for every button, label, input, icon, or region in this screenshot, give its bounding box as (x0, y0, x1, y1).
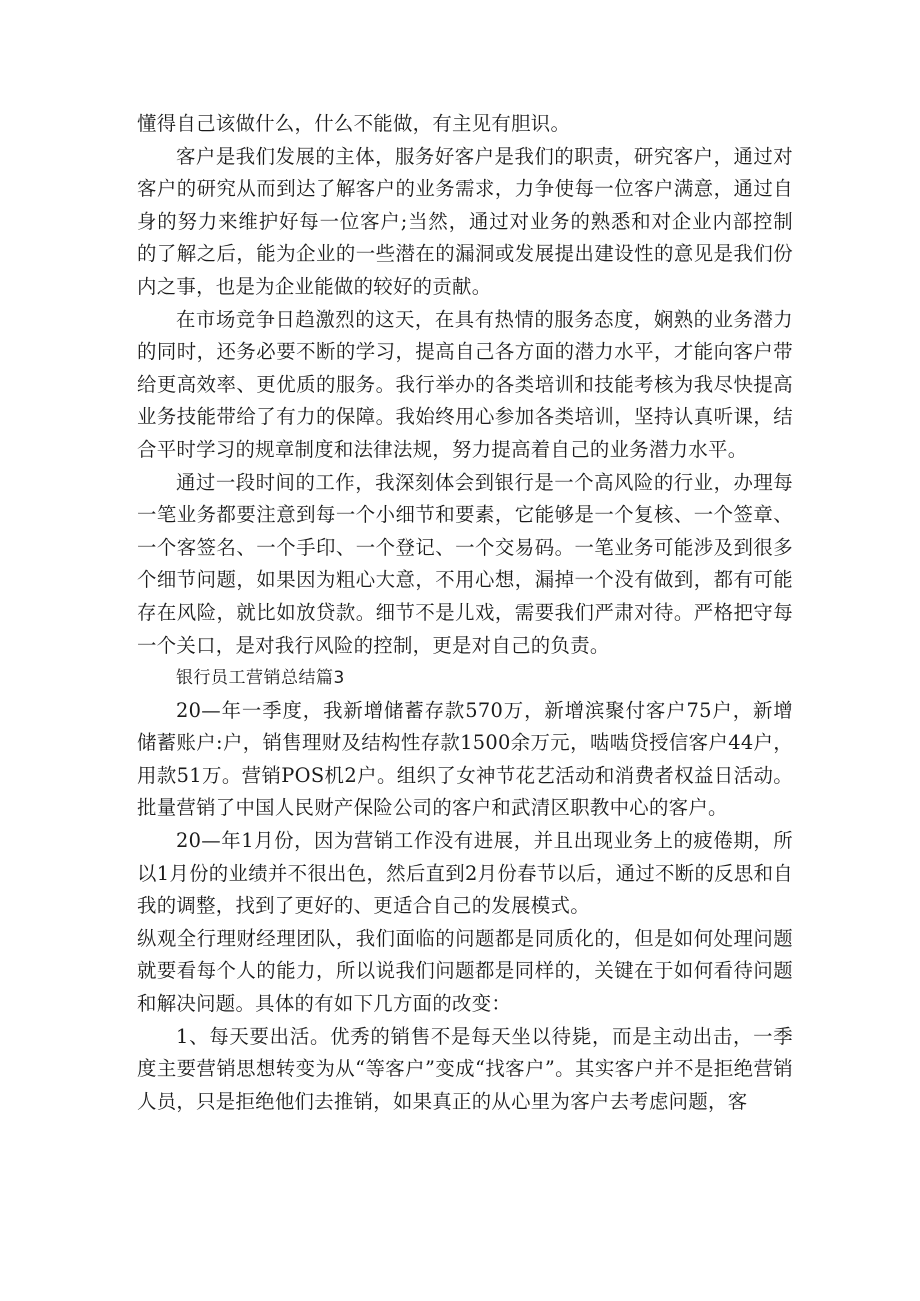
document-page (137, 108, 793, 1118)
paragraph-3: 在市场竞争日趋激烈的这天，在具有热情的服务态度，娴熟的业务潜力的同时，还务必要不断的学习，提高自己各方面的潜力水平，才能向客户带给更高效率、更优质的服务。我行举办的各类培训和技能考核为我尽快提高业务技能带给了有力的保障。我始终用心参加各类培训，坚持认真听课，结合平时学习的规章制度和法律法规，努力提高着自己的业务潜力水平。 (137, 307, 793, 461)
paragraph-5: 20—年一季度，我新增储蓄存款570万，新增滨聚付客户75户，新增储蓄账户:户，销售理财及结构性存款1500余万元，啮啮贷授信客户44户，用款51万。营销POS机2户。组织了女神节花艺活动和消费者权益日活动。批量营销了中国人民财产保险公司的客户和武清区职教中心的客户。 (137, 698, 793, 820)
paragraph-2: 客户是我们发展的主体，服务好客户是我们的职责，研究客户，通过对客户的研究从而到达了解客户的业务需求，力争使每一位客户满意，通过自身的努力来维护好每一位客户;当然，通过对业务的熟悉和对企业内部控制的了解之后，能为企业的一些潜在的漏洞或发展提出建设性的意见是我们份内之事，也是为企业能做的较好的贡献。 (137, 144, 793, 298)
paragraph-6: 20—年1月份，因为营销工作没有进展，并且出现业务上的疲倦期，所以1月份的业绩并不很出色，然后直到2月份春节以后，通过不断的反思和自我的调整，找到了更好的、更适合自己的发展模式。 (137, 829, 793, 918)
paragraph-1: 懂得自己该做什么，什么不能做，有主见有胆识。 (137, 112, 571, 135)
section-title: 银行员工营销总结篇3 (176, 668, 345, 689)
paragraph-4: 通过一段时间的工作，我深刻体会到银行是一个高风险的行业，办理每一笔业务都要注意到每一个小细节和要素，它能够是一个复核、一个签章、一个客签名、一个手印、一个登记、一个交易码。一笔业务可能涉及到很多个细节问题，如果因为粗心大意，不用心想，漏掉一个没有做到，都有可能存在风险，就比如放贷款。细节不是儿戏，需要我们严肃对待。严格把守每一个关口，是对我行风险的控制，更是对自己的负责。 (137, 470, 793, 657)
paragraph-8: 1、每天要出活。优秀的销售不是每天坐以待毙，而是主动出击，一季度主要营销思想转变为从“等客户”变成“找客户”。其实客户并不是拒绝营销人员，只是拒绝他们去推销，如果真正的从心里为客户去考虑问题，客 (137, 1024, 793, 1113)
paragraph-7: 纵观全行理财经理团队，我们面临的问题都是同质化的，但是如何处理问题就要看每个人的能力，所以说我们问题都是同样的，关键在于如何看待问题和解决问题。具体的有如下几方面的改变： (137, 926, 793, 1016)
